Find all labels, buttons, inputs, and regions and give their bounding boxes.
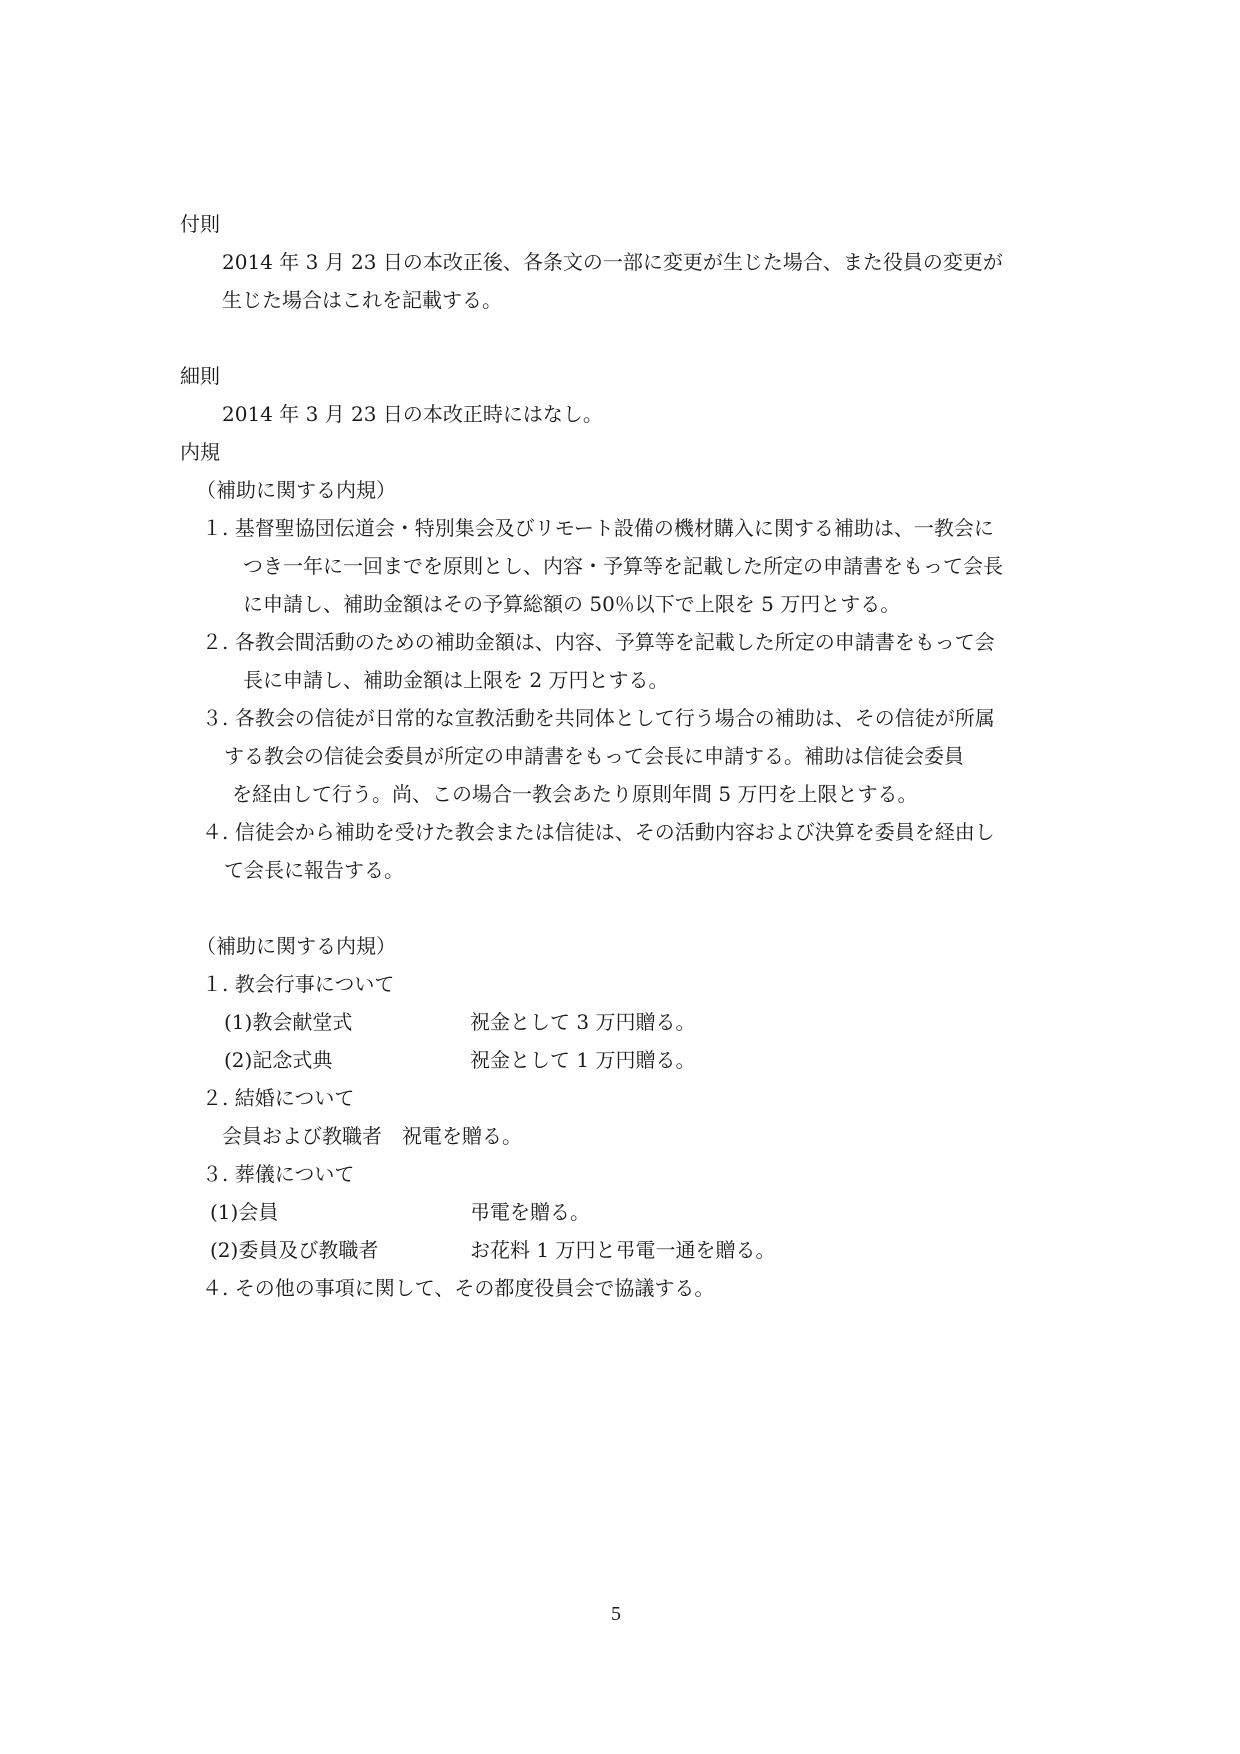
other-matters-heading: ４. その他の事項に関して、その都度役員会で協議する。 — [202, 1276, 715, 1300]
funeral-row-1-value: 弔電を贈る。 — [470, 1200, 590, 1224]
funeral-row-2-label: (2)委員及び教職者 — [210, 1238, 379, 1262]
church-events-row-2-value: 祝金として 1 万円贈る。 — [470, 1048, 696, 1072]
subsidy-item-2-line-1: ２. 各教会間活動のための補助金額は、内容、予算等を記載した所定の申請書をもって会 — [202, 630, 995, 654]
congratulatory-rules-title: （補助に関する内規） — [196, 934, 396, 958]
fusoku-line-1: 2014 年 3 月 23 日の本改正後、各条文の一部に変更が生じた場合、また役員の変更が — [222, 250, 1003, 274]
church-events-row-1-label: (1)教会献堂式 — [224, 1010, 353, 1034]
subsidy-item-3-line-2: する教会の信徒会委員が所定の申請書をもって会長に申請する。補助は信徒会委員 — [224, 744, 964, 768]
funeral-row-2-value: お花料 1 万円と弔電一通を贈る。 — [470, 1238, 776, 1262]
funeral-row-1-label: (1)会員 — [210, 1200, 279, 1224]
subsidy-item-1-line-3: に申請し、補助金額はその予算総額の 50％以下で上限を 5 万円とする。 — [243, 592, 901, 616]
marriage-heading: ２. 結婚について — [202, 1086, 355, 1110]
church-events-row-2-label: (2)記念式典 — [224, 1048, 333, 1072]
subsidy-item-4-line-2: て会長に報告する。 — [224, 858, 404, 882]
saisoku-heading: 細則 — [180, 364, 220, 388]
subsidy-rules-title: （補助に関する内規） — [196, 478, 396, 502]
funeral-heading: ３. 葬儀について — [202, 1162, 355, 1186]
subsidy-item-3-line-3: を経由して行う。尚、この場合一教会あたり原則年間 5 万円を上限とする。 — [232, 782, 918, 806]
church-events-row-1-value: 祝金として 3 万円贈る。 — [470, 1010, 696, 1034]
subsidy-item-2-line-2: 長に申請し、補助金額は上限を 2 万円とする。 — [243, 668, 669, 692]
church-events-heading: １. 教会行事について — [202, 972, 395, 996]
page-number: 5 — [611, 1603, 621, 1625]
fusoku-line-2: 生じた場合はこれを記載する。 — [222, 288, 502, 312]
subsidy-item-3-line-1: ３. 各教会の信徒が日常的な宣教活動を共同体として行う場合の補助は、その信徒が所属 — [202, 706, 995, 730]
subsidy-item-1-line-2: つき一年に一回までを原則とし、内容・予算等を記載した所定の申請書をもって会長 — [243, 554, 1003, 578]
fusoku-heading: 付則 — [180, 212, 220, 236]
saisoku-text: 2014 年 3 月 23 日の本改正時にはなし。 — [222, 402, 603, 426]
subsidy-item-4-line-1: ４. 信徒会から補助を受けた教会または信徒は、その活動内容および決算を委員を経由し — [202, 820, 995, 844]
marriage-text: 会員および教職者 祝電を贈る。 — [222, 1124, 522, 1148]
naiki-heading: 内規 — [180, 440, 220, 464]
subsidy-item-1-line-1: １. 基督聖協団伝道会・特別集会及びリモート設備の機材購入に関する補助は、一教会に — [202, 516, 994, 540]
